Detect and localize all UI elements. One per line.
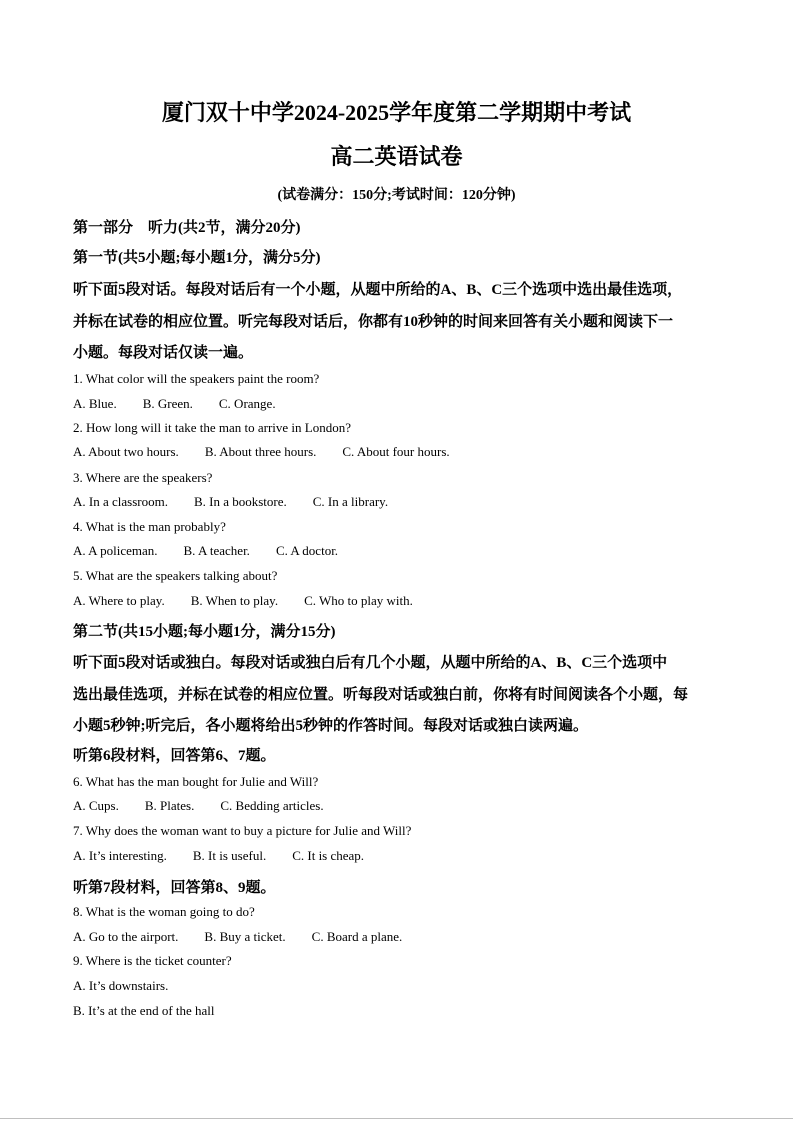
question-2-option-a: A. About two hours. [73, 444, 179, 459]
question-2-option-c: C. About four hours. [342, 444, 450, 459]
question-5-options [73, 593, 439, 609]
question-9-option-b: B. It’s at the end of the hall [73, 1003, 215, 1018]
question-4-option-c: C. A doctor. [275, 543, 339, 558]
section1-instructions-line-2: 并标在试卷的相应位置。听完每段对话后，你都有10秒钟的时间来回答有关小题和阅读下一 [73, 314, 674, 330]
question-5-option-a: A. Where to play. [73, 593, 165, 608]
question-6-options [73, 798, 350, 814]
question-1-options [73, 396, 302, 412]
question-8: 8. What is the woman going to do? [73, 904, 255, 919]
question-1: 1. What color will the speakers paint the room? [73, 371, 320, 386]
question-1-option-b: B. Green. [142, 396, 193, 411]
question-7-option-c: C. It is cheap. [292, 848, 365, 863]
question-4: 4. What is the man probably? [73, 519, 226, 534]
question-6-option-a: A. Cups. [73, 798, 119, 813]
question-7-option-a: A. It’s interesting. [73, 848, 167, 863]
question-6-option-b: B. Plates. [144, 798, 195, 813]
section1-heading: 第一节(共5小题;每小题1分，满分5分) [73, 250, 321, 266]
question-7-option-b: B. It is useful. [192, 848, 267, 863]
question-3-option-b: B. In a bookstore. [193, 494, 287, 509]
question-7: 7. Why does the woman want to buy a picture for Julie and Will? [73, 823, 412, 838]
question-5-option-b: B. When to play. [190, 593, 279, 608]
exam-info: (试卷满分：150分;考试时间：120分钟) [277, 188, 516, 203]
section2-instructions-line-1: 听下面5段对话或独白。每段对话或独白后有几个小题，从题中所给的A、B、C三个选项中 [73, 655, 668, 671]
question-6: 6. What has the man bought for Julie and Will? [73, 774, 319, 789]
section1-instructions-line-3: 小题。每段对话仅读一遍。 [73, 345, 254, 361]
section2-heading: 第二节(共15小题;每小题1分，满分15分) [73, 624, 336, 640]
material-7-heading: 听第7段材料，回答第8、9题。 [73, 880, 276, 896]
exam-title: 厦门双十中学2024-2025学年度第二学期期中考试 [161, 100, 632, 125]
question-3-options [73, 494, 414, 510]
section2-instructions-line-2: 选出最佳选项，并标在试卷的相应位置。听每段对话或独白前，你将有时间阅读各个小题，每 [73, 687, 689, 703]
question-2-option-b: B. About three hours. [204, 444, 317, 459]
question-8-option-c: C. Board a plane. [311, 929, 403, 944]
part1-heading: 第一部分 听力(共2节，满分20分) [73, 220, 301, 236]
question-1-option-c: C. Orange. [218, 396, 276, 411]
question-5: 5. What are the speakers talking about? [73, 568, 278, 583]
material-6-heading: 听第6段材料，回答第6、7题。 [73, 748, 276, 764]
question-9: 9. Where is the ticket counter? [73, 953, 232, 968]
section1-instructions-line-1: 听下面5段对话。每段对话后有一个小题，从题中所给的A、B、C三个选项中选出最佳选项， [73, 282, 683, 298]
question-4-options [73, 543, 364, 559]
question-2: 2. How long will it take the man to arrive in London? [73, 420, 351, 435]
question-8-options [73, 929, 428, 945]
question-3-option-a: A. In a classroom. [73, 494, 168, 509]
question-1-option-a: A. Blue. [73, 396, 117, 411]
question-3-option-c: C. In a library. [312, 494, 389, 509]
question-4-option-a: A. A policeman. [73, 543, 158, 558]
question-5-option-c: C. Who to play with. [304, 593, 413, 608]
page-bottom-rule [0, 1118, 793, 1119]
question-8-option-a: A. Go to the airport. [73, 929, 179, 944]
exam-subtitle: 高二英语试卷 [330, 144, 463, 169]
question-7-options [73, 848, 390, 864]
question-3: 3. Where are the speakers? [73, 470, 213, 485]
question-2-options [73, 444, 476, 460]
question-8-option-b: B. Buy a ticket. [204, 929, 286, 944]
question-6-option-c: C. Bedding articles. [220, 798, 324, 813]
question-4-option-b: B. A teacher. [183, 543, 250, 558]
section2-instructions-line-3: 小题5秒钟;听完后，各小题将给出5秒钟的作答时间。每段对话或独白读两遍。 [73, 718, 588, 734]
question-9-option-a: A. It’s downstairs. [73, 978, 169, 993]
